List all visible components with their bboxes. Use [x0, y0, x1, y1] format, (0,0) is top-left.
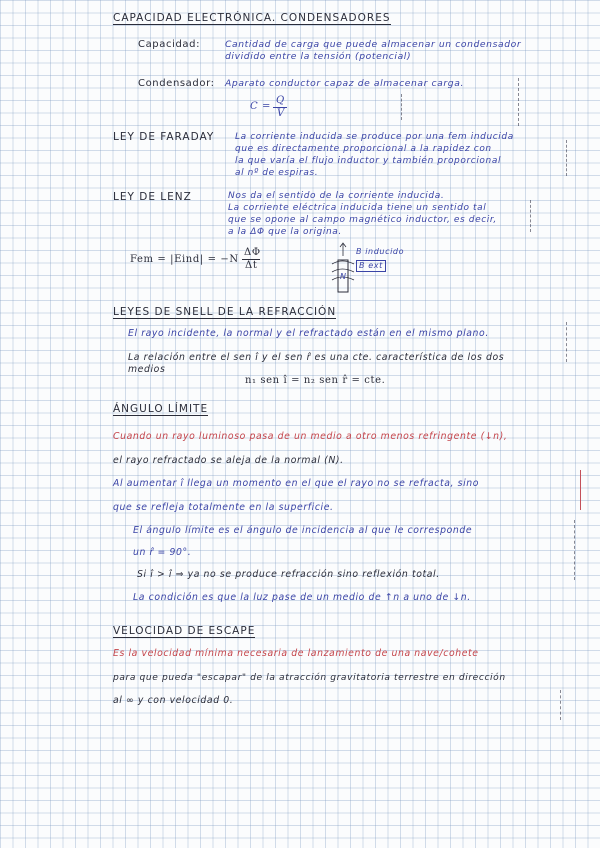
faraday-line1: La corriente inducida se produce por una fem inducida — [235, 132, 514, 142]
heading-lenz: LEY DE LENZ — [113, 191, 192, 203]
lenz-line4: a la ΔΦ que la origina. — [228, 227, 342, 237]
margin-mark — [560, 690, 561, 720]
limite-line2: el rayo refractado se aleja de la normal (N). — [113, 455, 344, 466]
limite-line5: El ángulo límite es el ángulo de incidencia al que le corresponde — [133, 525, 473, 536]
def-condensador: Aparato conductor capaz de almacenar carga. — [225, 78, 464, 89]
margin-mark — [574, 520, 575, 580]
snell-line2: La relación entre el sen î y el sen r̂ es una cte. característica de los dos — [128, 352, 505, 363]
term-capacidad: Capacidad: — [138, 39, 201, 50]
snell-formula: n₁ sen î = n₂ sen r̂ = cte. — [245, 375, 386, 386]
formula-capacidad-num: Q — [276, 95, 285, 106]
term-condensador: Condensador: — [138, 78, 215, 89]
formula-fem: Fem = |Eind| = −N — [130, 254, 239, 265]
snell-line3: medios — [128, 364, 166, 375]
margin-mark — [530, 200, 531, 232]
lenz-b-inducido: B inducido — [356, 247, 405, 256]
heading-snell: LEYES DE SNELL DE LA REFRACCIÓN — [113, 306, 337, 318]
limite-line7: Si î > î ⇒ ya no se produce refracción sino reflexión total. — [137, 569, 440, 580]
escape-line1: Es la velocidad mínima necesaria de lanzamiento de una nave/cohete — [113, 648, 479, 659]
margin-mark — [566, 322, 567, 362]
lenz-line2: La corriente eléctrica inducida tiene un sentido tal — [228, 203, 487, 213]
heading-limite: ÁNGULO LÍMITE — [113, 403, 209, 415]
lenz-line3: que se opone al campo magnético inductor, es decir, — [228, 215, 497, 225]
faraday-line2: que es directamente proporcional a la rapidez con — [235, 144, 492, 154]
def-capacidad-line2: dividido entre la tensión (potencial) — [225, 51, 412, 62]
escape-line2: para que pueda "escapar" de la atracción gravitatoria terrestre en dirección — [113, 673, 506, 683]
margin-mark — [518, 78, 519, 126]
limite-line8: La condición es que la luz pase de un medio de ↑n a uno de ↓n. — [133, 592, 471, 603]
formula-capacidad-den: V — [277, 108, 285, 119]
margin-mark — [580, 470, 581, 510]
formula-capacidad-lhs: C = — [250, 101, 272, 112]
formula-fem-num: ΔΦ — [244, 247, 261, 258]
snell-line1: El rayo incidente, la normal y el refractado están en el mismo plano. — [128, 328, 489, 339]
lenz-line1: Nos da el sentido de la corriente inducida. — [228, 191, 445, 201]
limite-line6: un r̂ = 90°. — [133, 547, 192, 558]
lenz-diagram-label: B ext — [356, 260, 386, 272]
margin-mark — [401, 94, 402, 120]
limite-line1: Cuando un rayo luminoso pasa de un medio a otro menos refringente (↓n), — [113, 431, 508, 442]
heading-capacidad: CAPACIDAD ELECTRÓNICA. CONDENSADORES — [113, 12, 391, 24]
heading-faraday: LEY DE FARADAY — [113, 131, 215, 143]
limite-line3: Al aumentar î llega un momento en el que el rayo no se refracta, sino — [113, 478, 480, 489]
faraday-line4: al nº de espiras. — [235, 168, 319, 178]
heading-escape: VELOCIDAD DE ESCAPE — [113, 625, 256, 637]
formula-fem-den: Δt — [245, 260, 258, 271]
escape-line3: al ∞ y con velocidad 0. — [113, 695, 234, 706]
faraday-line3: la que varía el flujo inductor y también proporcional — [235, 156, 502, 166]
limite-line4: que se refleja totalmente en la superficie. — [113, 502, 334, 513]
margin-mark — [566, 140, 567, 176]
lenz-diagram-n: N — [340, 272, 347, 281]
def-capacidad-line1: Cantidad de carga que puede almacenar un condensador — [225, 39, 522, 50]
